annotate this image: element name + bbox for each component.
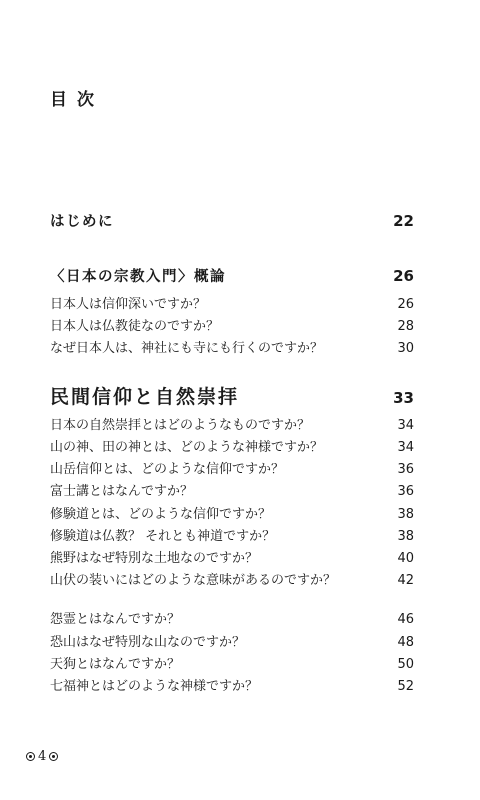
toc-page-number: 50 — [397, 657, 414, 672]
toc-entry-label: 天狗とはなんですか？ — [50, 657, 181, 672]
page-number: 4 — [38, 749, 47, 764]
toc-entry-label: 日本人は仏教徒なのですか？ — [50, 319, 220, 334]
toc-entry[interactable] — [50, 676, 414, 698]
toc-entry[interactable] — [50, 609, 414, 631]
toc-page-number: 42 — [397, 573, 414, 588]
toc-entry-label: 山の神、田の神とは、どのような神様ですか？ — [50, 440, 324, 455]
toc-entry[interactable] — [50, 548, 414, 570]
toc-entry-label: 修験道は仏教？ それとも神道ですか？ — [50, 529, 276, 544]
toc-entry[interactable] — [50, 338, 414, 360]
toc-entry[interactable] — [50, 481, 414, 503]
toc-page-number: 38 — [397, 529, 414, 544]
toc-page-number: 30 — [397, 341, 414, 356]
toc-entry-label: 熊野はなぜ特別な土地なのですか？ — [50, 551, 259, 566]
toc-entry[interactable] — [50, 459, 414, 481]
bullseye-ornament-icon — [26, 752, 35, 761]
toc-entry[interactable] — [50, 632, 414, 654]
toc-entry[interactable] — [50, 570, 414, 592]
toc-page-number: 22 — [393, 212, 414, 230]
page-number-footer — [26, 749, 58, 764]
toc-entry-label: 山伏の装いにはどのような意味があるのですか？ — [50, 573, 337, 588]
toc-page-number: 34 — [397, 418, 414, 433]
toc-page-number: 40 — [397, 551, 414, 566]
toc-entry[interactable] — [50, 526, 414, 548]
toc-entry-label: 怨霊とはなんですか？ — [50, 612, 181, 627]
toc-entry[interactable] — [50, 316, 414, 338]
toc-page-number: 26 — [397, 297, 414, 312]
toc-entry-label: 山岳信仰とは、どのような信仰ですか？ — [50, 462, 285, 477]
toc-heading[interactable] — [50, 383, 414, 411]
toc-entry-label: 富士講とはなんですか？ — [50, 484, 194, 499]
toc-page-number: 34 — [397, 440, 414, 455]
toc-page-number: 33 — [393, 389, 414, 407]
toc-page-number: 48 — [397, 635, 414, 650]
toc-page-number: 36 — [397, 484, 414, 499]
toc-heading-label: はじめに — [50, 214, 114, 230]
toc-entry[interactable] — [50, 415, 414, 437]
toc-entry-label: 七福神とはどのような神様ですか？ — [50, 679, 259, 694]
toc-page-number: 46 — [397, 612, 414, 627]
toc-page-number: 36 — [397, 462, 414, 477]
page-title: 目次 — [50, 90, 104, 110]
toc-entry-label: 日本人は信仰深いですか？ — [50, 297, 207, 312]
toc-entry-label: 恐山はなぜ特別な山なのですか？ — [50, 635, 246, 650]
toc-entry[interactable] — [50, 654, 414, 676]
toc-entry[interactable] — [50, 294, 414, 316]
toc-page-number: 38 — [397, 507, 414, 522]
toc-entry-label: 日本の自然崇拝とはどのようなものですか？ — [50, 418, 311, 433]
bullseye-ornament-icon — [49, 752, 58, 761]
toc-entry[interactable] — [50, 437, 414, 459]
toc-entry-label: 修験道とは、どのような信仰ですか？ — [50, 507, 272, 522]
toc-page-number: 52 — [397, 679, 414, 694]
toc-heading[interactable] — [50, 209, 414, 233]
toc-entry-label: なぜ日本人は、神社にも寺にも行くのですか？ — [50, 341, 324, 356]
toc-page-number: 28 — [397, 319, 414, 334]
toc-page-number: 26 — [393, 267, 414, 285]
toc-heading[interactable] — [50, 264, 414, 288]
toc-heading-label: 民間信仰と自然崇拝 — [50, 386, 240, 408]
toc-entry[interactable] — [50, 504, 414, 526]
toc-heading-label: 〈日本の宗教入門〉概論 — [50, 269, 226, 285]
